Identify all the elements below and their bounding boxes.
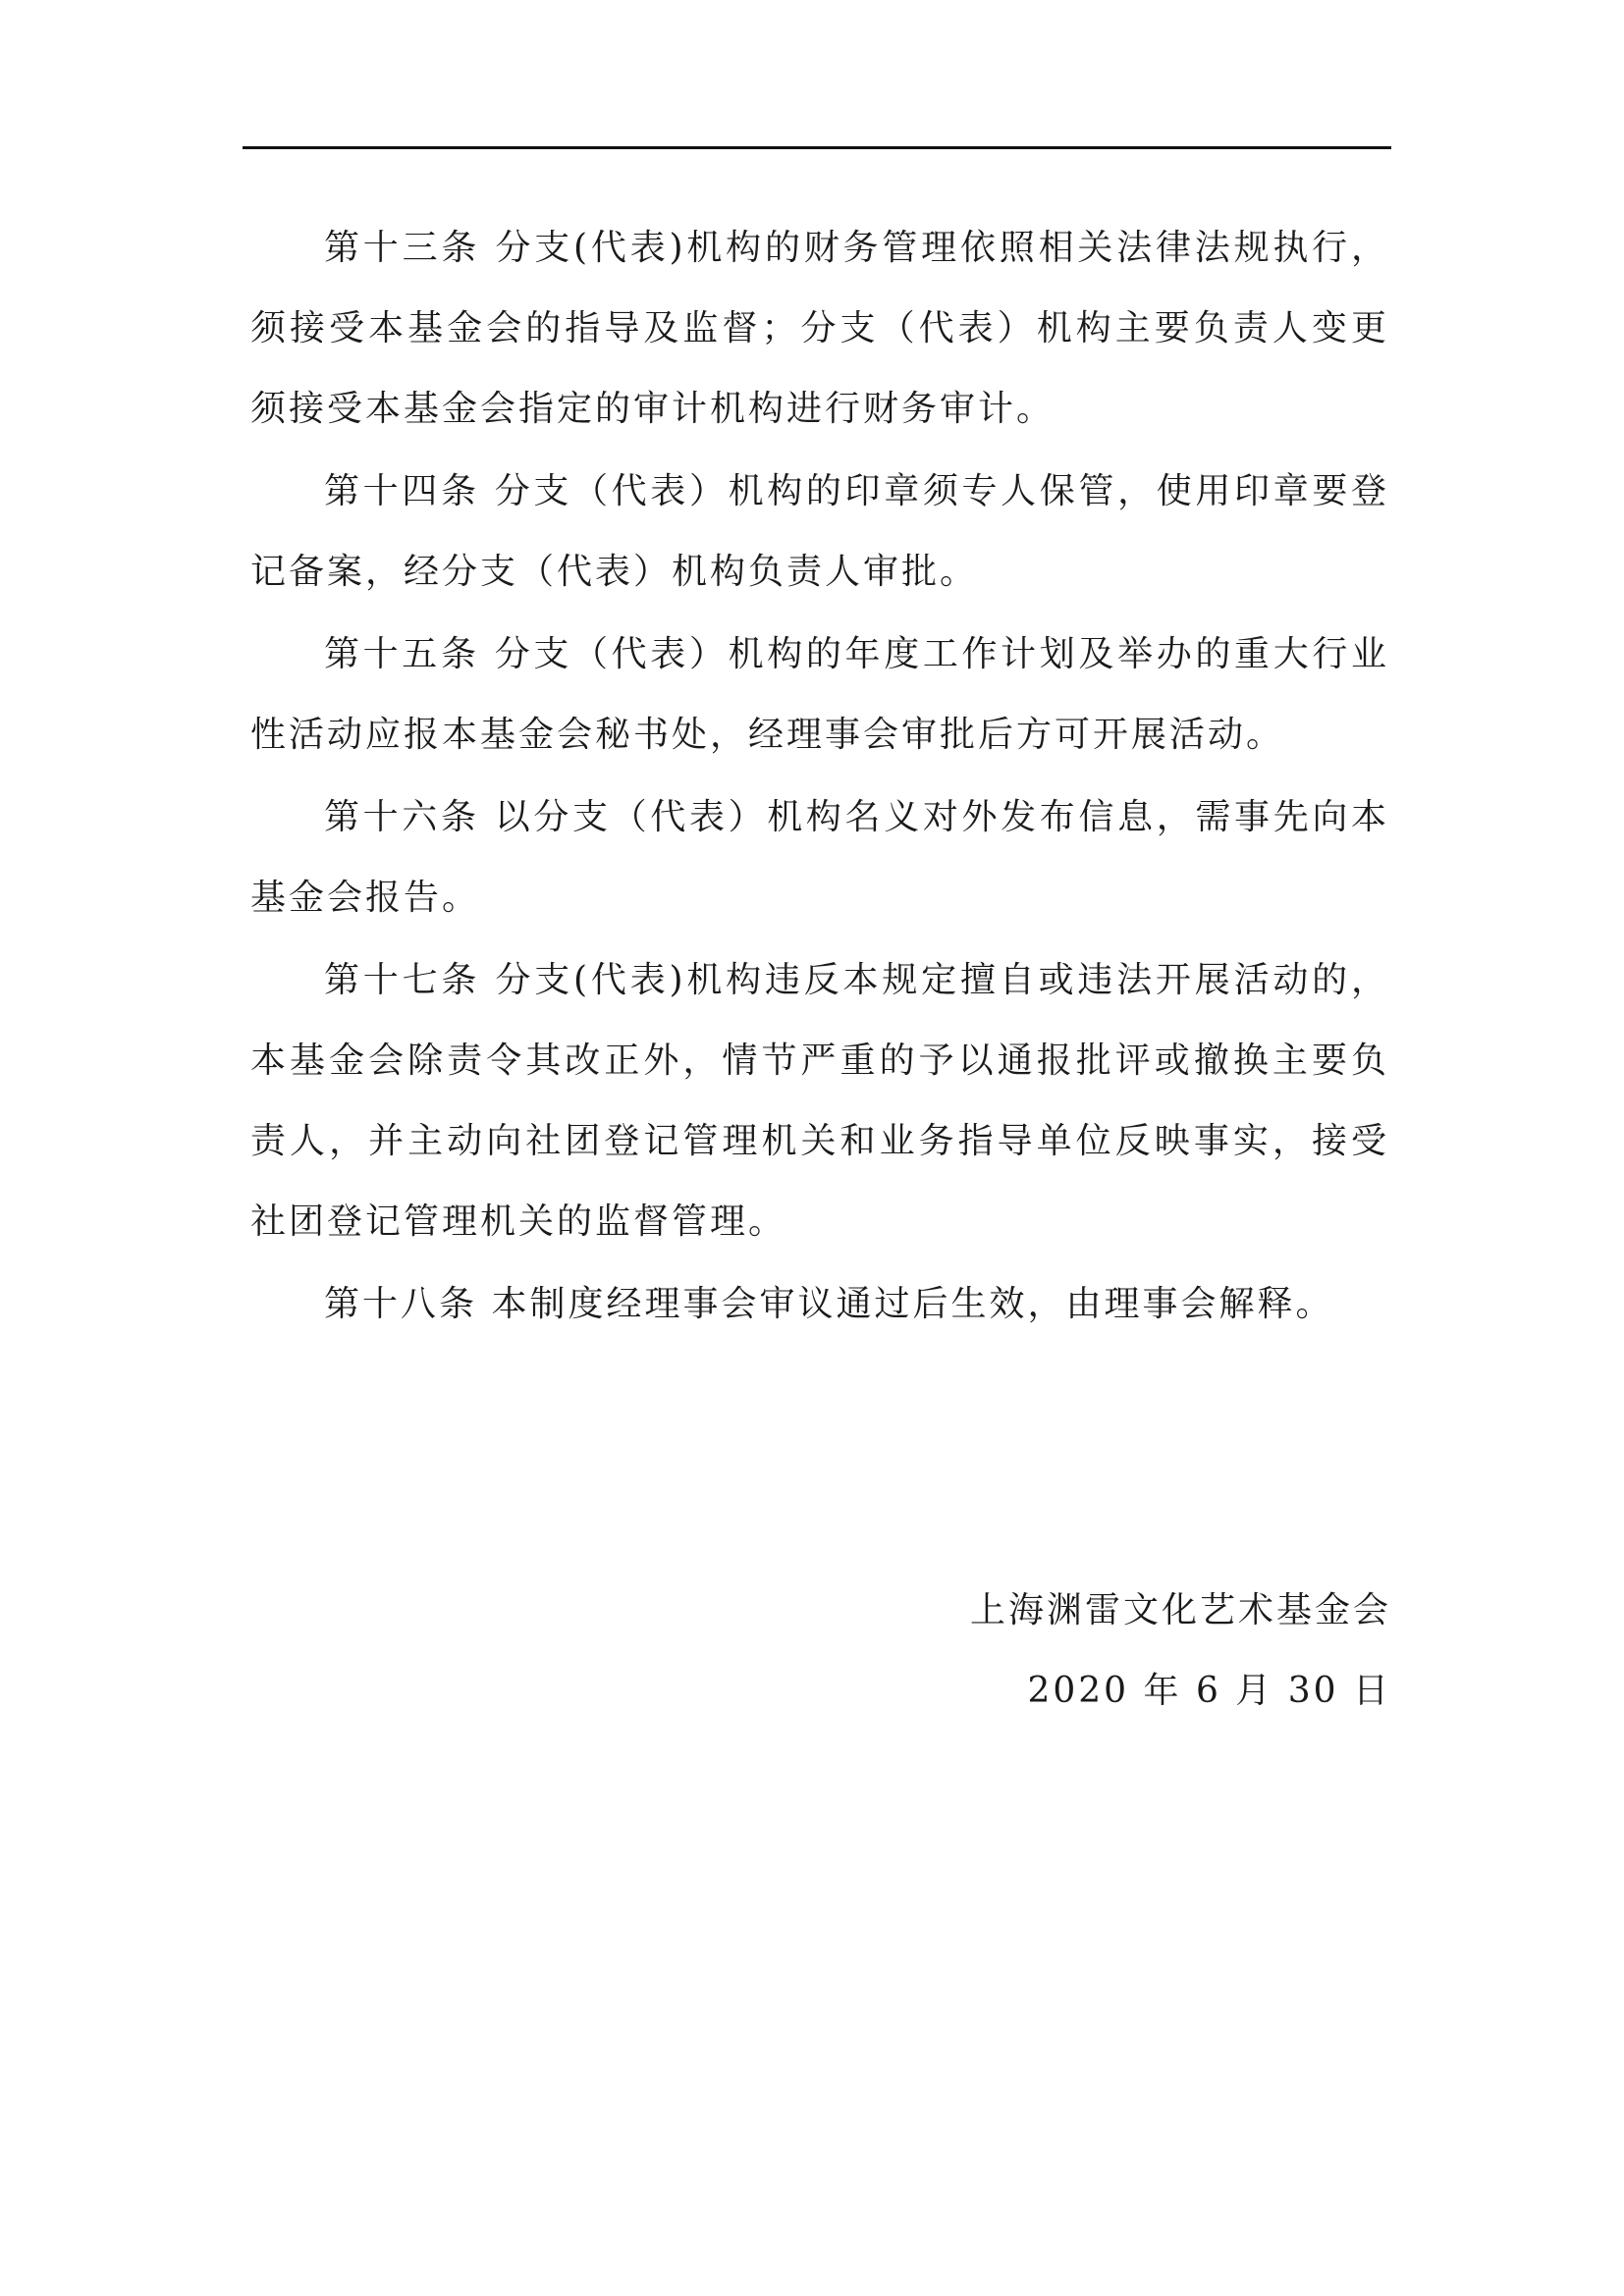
article-17: 第十七条 分支(代表)机构违反本规定擅自或违法开展活动的，本基金会除责令其改正外，情节严重的予以通报批评或撤换主要负责人，并主动向社团登记管理机关和业务指导单位反映事实，接受社团登记管理机关的监督管理。: [250, 960, 1389, 1242]
article-15: 第十五条 分支（代表）机构的年度工作计划及举办的重大行业性活动应报本基金会秘书处，经理事会审批后方可开展活动。: [250, 634, 1389, 755]
signature-block: [970, 1571, 1391, 1732]
article-14: 第十四条 分支（代表）机构的印章须专人保管，使用印章要登记备案，经分支（代表）机构负责人审批。: [250, 471, 1389, 592]
article-16: 第十六条 以分支（代表）机构名义对外发布信息，需事先向本基金会报告。: [250, 797, 1389, 918]
signature-date: 2020 年 6 月 30 日: [1027, 1671, 1391, 1711]
signature-organization: 上海渊雷文化艺术基金会: [969, 1590, 1391, 1630]
header-rule: [243, 146, 1391, 149]
article-13: 第十三条 分支(代表)机构的财务管理依照相关法律法规执行，须接受本基金会的指导及监督；分支（代表）机构主要负责人变更须接受本基金会指定的审计机构进行财务审计。: [250, 228, 1389, 429]
article-18: 第十八条 本制度经理事会审议通过后生效，由理事会解释。: [324, 1284, 1334, 1324]
document-body: [250, 208, 1389, 1347]
